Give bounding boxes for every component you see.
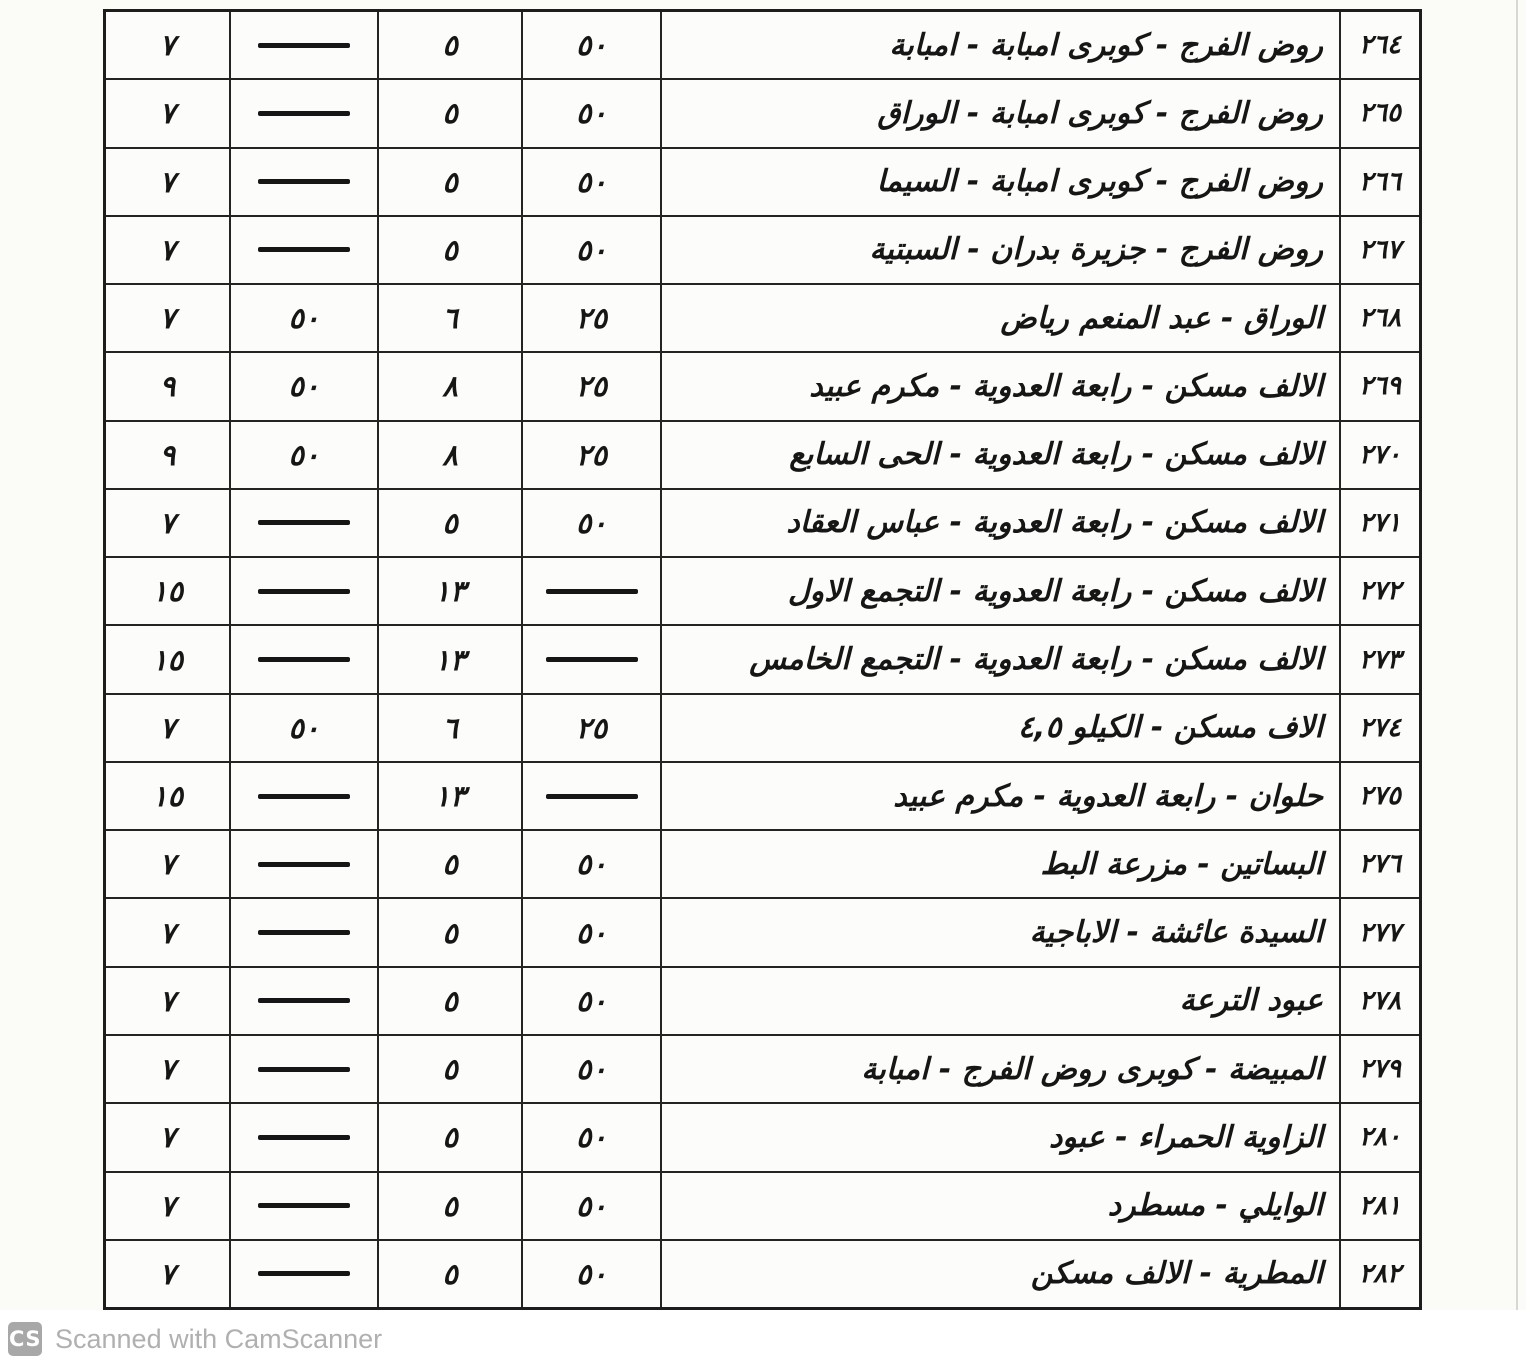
camscanner-logo: CS xyxy=(8,1322,42,1356)
table-row xyxy=(106,763,1419,831)
row-number-cell: ٢٧٣ xyxy=(1339,626,1419,692)
value-b-cell xyxy=(229,626,377,692)
value-b-cell xyxy=(229,1241,377,1307)
value-c-cell: ٥ xyxy=(377,1104,521,1170)
route-name-cell: الالف مسكن - رابعة العدوية - الحى السابع xyxy=(660,422,1339,488)
dash-mark xyxy=(258,930,350,935)
value-c-cell: ٦ xyxy=(377,695,521,761)
value-a-cell: ٧ xyxy=(159,1120,176,1155)
camscanner-watermark xyxy=(0,1310,1526,1368)
value-b-cell xyxy=(229,217,377,283)
route-name-cell: روض الفرج - كوبرى امبابة - الوراق xyxy=(660,80,1339,146)
dash-mark xyxy=(258,589,350,594)
value-d-cell: ٥٠ xyxy=(521,968,660,1034)
value-a-cell: ٧ xyxy=(159,983,176,1018)
dash-mark xyxy=(546,589,638,594)
value-c-cell: ١٣ xyxy=(377,763,521,829)
value-c-cell: ٥ xyxy=(377,899,521,965)
value-d-cell: ٥٠ xyxy=(521,217,660,283)
value-a-cell: ١٥ xyxy=(151,779,184,814)
value-d-cell: ٥٠ xyxy=(521,1241,660,1307)
route-name-cell: الالف مسكن - رابعة العدوية - التجمع الاول xyxy=(660,558,1339,624)
value-d-cell xyxy=(521,763,660,829)
row-number-cell: ٢٧٤ xyxy=(1339,695,1419,761)
row-number-cell: ٢٨٠ xyxy=(1339,1104,1419,1170)
value-d-cell: ٥٠ xyxy=(521,490,660,556)
route-name-cell: الالف مسكن - رابعة العدوية - مكرم عبيد xyxy=(660,353,1339,419)
route-name-cell: روض الفرج - كوبرى امبابة - امبابة xyxy=(660,12,1339,78)
value-a-cell: ٧ xyxy=(159,1256,176,1291)
value-a-cell: ٩ xyxy=(159,369,176,404)
row-number-cell: ٢٧٥ xyxy=(1339,763,1419,829)
dash-mark xyxy=(258,520,350,525)
table-row xyxy=(106,626,1419,694)
table-row xyxy=(106,490,1419,558)
dash-mark xyxy=(258,862,350,867)
table-row xyxy=(106,422,1419,490)
value-c-cell: ٥ xyxy=(377,12,521,78)
row-number-cell: ٢٦٨ xyxy=(1339,285,1419,351)
dash-mark xyxy=(546,657,638,662)
value-b-cell xyxy=(229,968,377,1034)
value-d-cell: ٥٠ xyxy=(521,12,660,78)
value-a-cell: ٧ xyxy=(159,301,176,336)
table-row xyxy=(106,217,1419,285)
value-c-cell: ٥ xyxy=(377,1173,521,1239)
table-row xyxy=(106,1173,1419,1241)
value-b-cell: ٥٠ xyxy=(229,285,377,351)
value-a-cell: ٧ xyxy=(159,28,176,63)
table-row xyxy=(106,968,1419,1036)
table-row xyxy=(106,695,1419,763)
dash-mark xyxy=(258,1271,350,1276)
routes-table xyxy=(103,9,1422,1310)
row-number-cell: ٢٧١ xyxy=(1339,490,1419,556)
value-c-cell: ٥ xyxy=(377,80,521,146)
dash-mark xyxy=(258,1135,350,1140)
value-c-cell: ٥ xyxy=(377,1036,521,1102)
value-d-cell: ٢٥ xyxy=(521,285,660,351)
value-d-cell: ٥٠ xyxy=(521,1036,660,1102)
route-name-cell: روض الفرج - كوبرى امبابة - السيما xyxy=(660,149,1339,215)
value-c-cell: ٥ xyxy=(377,490,521,556)
dash-mark xyxy=(258,111,350,116)
route-name-cell: المبيضة - كوبرى روض الفرج - امبابة xyxy=(660,1036,1339,1102)
value-c-cell: ١٣ xyxy=(377,558,521,624)
table-row xyxy=(106,558,1419,626)
dash-mark xyxy=(258,43,350,48)
value-c-cell: ٨ xyxy=(377,353,521,419)
table-row xyxy=(106,12,1419,80)
value-b-cell xyxy=(229,490,377,556)
value-d-cell: ٥٠ xyxy=(521,149,660,215)
watermark-text: Scanned with CamScanner xyxy=(55,1323,383,1354)
table-row xyxy=(106,1104,1419,1172)
dash-mark xyxy=(258,247,350,252)
value-c-cell: ٥ xyxy=(377,149,521,215)
value-b-cell xyxy=(229,558,377,624)
value-b-cell xyxy=(229,149,377,215)
route-name-cell: السيدة عائشة - الاباجية xyxy=(660,899,1339,965)
value-a-cell: ٧ xyxy=(159,1188,176,1223)
value-a-cell: ٧ xyxy=(159,96,176,131)
row-number-cell: ٢٧٧ xyxy=(1339,899,1419,965)
value-d-cell: ٢٥ xyxy=(521,695,660,761)
table-row xyxy=(106,831,1419,899)
table-row xyxy=(106,1036,1419,1104)
dash-mark xyxy=(258,1067,350,1072)
row-number-cell: ٢٨١ xyxy=(1339,1173,1419,1239)
dash-mark xyxy=(258,998,350,1003)
row-number-cell: ٢٧٢ xyxy=(1339,558,1419,624)
value-a-cell: ٧ xyxy=(159,915,176,950)
value-a-cell: ٩ xyxy=(159,437,176,472)
route-name-cell: حلوان - رابعة العدوية - مكرم عبيد xyxy=(660,763,1339,829)
value-a-cell: ٧ xyxy=(159,710,176,745)
route-name-cell: روض الفرج - جزيرة بدران - السبتية xyxy=(660,217,1339,283)
value-a-cell: ٧ xyxy=(159,164,176,199)
row-number-cell: ٢٦٤ xyxy=(1339,12,1419,78)
row-number-cell: ٢٧٩ xyxy=(1339,1036,1419,1102)
value-d-cell: ٢٥ xyxy=(521,353,660,419)
value-a-cell: ٧ xyxy=(159,1052,176,1087)
value-c-cell: ٥ xyxy=(377,217,521,283)
table-row xyxy=(106,80,1419,148)
table-row xyxy=(106,1241,1419,1307)
value-a-cell: ٧ xyxy=(159,232,176,267)
value-d-cell xyxy=(521,626,660,692)
route-name-cell: الوايلي - مسطرد xyxy=(660,1173,1339,1239)
table-row xyxy=(106,149,1419,217)
route-name-cell: المطرية - الالف مسكن xyxy=(660,1241,1339,1307)
value-d-cell: ٥٠ xyxy=(521,899,660,965)
value-b-cell: ٥٠ xyxy=(229,422,377,488)
value-b-cell xyxy=(229,1036,377,1102)
value-a-cell: ٧ xyxy=(159,505,176,540)
value-d-cell xyxy=(521,558,660,624)
value-d-cell: ٥٠ xyxy=(521,80,660,146)
row-number-cell: ٢٨٢ xyxy=(1339,1241,1419,1307)
value-d-cell: ٥٠ xyxy=(521,1104,660,1170)
dash-mark xyxy=(258,1203,350,1208)
route-name-cell: الوراق - عبد المنعم رياض xyxy=(660,285,1339,351)
value-c-cell: ٥ xyxy=(377,831,521,897)
row-number-cell: ٢٦٦ xyxy=(1339,149,1419,215)
value-b-cell xyxy=(229,12,377,78)
row-number-cell: ٢٦٧ xyxy=(1339,217,1419,283)
value-b-cell xyxy=(229,1173,377,1239)
scan-edge-line xyxy=(1516,0,1518,1310)
table-row xyxy=(106,353,1419,421)
dash-mark xyxy=(546,794,638,799)
row-number-cell: ٢٧٠ xyxy=(1339,422,1419,488)
value-b-cell xyxy=(229,899,377,965)
route-name-cell: البساتين - مزرعة البط xyxy=(660,831,1339,897)
dash-mark xyxy=(258,794,350,799)
value-a-cell: ٧ xyxy=(159,847,176,882)
value-b-cell xyxy=(229,763,377,829)
row-number-cell: ٢٧٦ xyxy=(1339,831,1419,897)
value-b-cell xyxy=(229,1104,377,1170)
value-b-cell: ٥٠ xyxy=(229,695,377,761)
value-c-cell: ٥ xyxy=(377,968,521,1034)
value-d-cell: ٢٥ xyxy=(521,422,660,488)
table-row xyxy=(106,285,1419,353)
route-name-cell: الالف مسكن - رابعة العدوية - التجمع الخامس xyxy=(660,626,1339,692)
value-a-cell: ١٥ xyxy=(151,574,184,609)
value-c-cell: ٨ xyxy=(377,422,521,488)
value-c-cell: ٥ xyxy=(377,1241,521,1307)
row-number-cell: ٢٧٨ xyxy=(1339,968,1419,1034)
value-b-cell: ٥٠ xyxy=(229,353,377,419)
value-b-cell xyxy=(229,831,377,897)
route-name-cell: الالف مسكن - رابعة العدوية - عباس العقاد xyxy=(660,490,1339,556)
row-number-cell: ٢٦٩ xyxy=(1339,353,1419,419)
value-c-cell: ٦ xyxy=(377,285,521,351)
row-number-cell: ٢٦٥ xyxy=(1339,80,1419,146)
dash-mark xyxy=(258,657,350,662)
value-c-cell: ١٣ xyxy=(377,626,521,692)
route-name-cell: الاف مسكن - الكيلو ٤,٥ xyxy=(660,695,1339,761)
dash-mark xyxy=(258,179,350,184)
value-b-cell xyxy=(229,80,377,146)
route-name-cell: عبود الترعة xyxy=(660,968,1339,1034)
route-name-cell: الزاوية الحمراء - عبود xyxy=(660,1104,1339,1170)
value-d-cell: ٥٠ xyxy=(521,831,660,897)
table-row xyxy=(106,899,1419,967)
value-d-cell: ٥٠ xyxy=(521,1173,660,1239)
value-a-cell: ١٥ xyxy=(151,642,184,677)
